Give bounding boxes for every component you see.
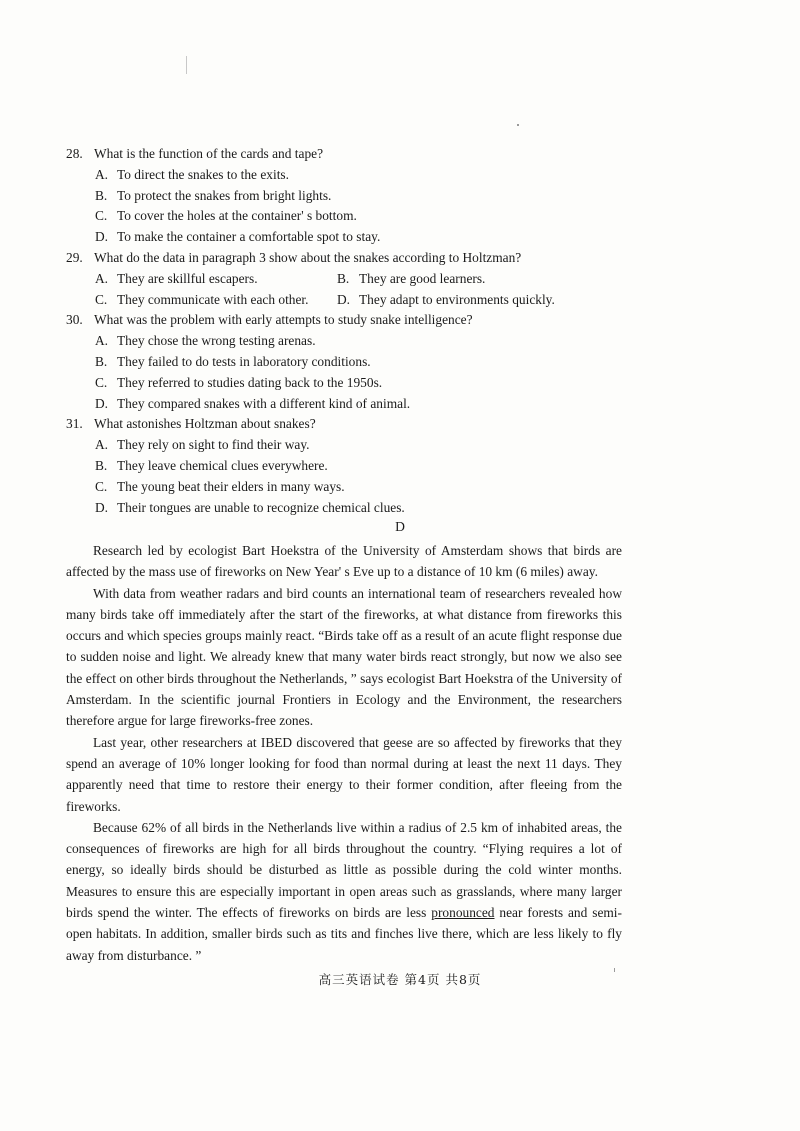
question-list xyxy=(66,144,646,518)
option-31b xyxy=(66,456,646,477)
option-letter: B. xyxy=(337,270,350,286)
option-letter: A. xyxy=(95,437,109,453)
question-number: 29. xyxy=(66,249,83,265)
option-letter: D. xyxy=(337,291,351,307)
option-30d xyxy=(66,394,646,415)
option-row-29cd xyxy=(66,290,646,311)
option-text: Their tongues are unable to recognize chemical clues. xyxy=(117,499,405,515)
option-28d xyxy=(66,227,646,248)
option-30a xyxy=(66,331,646,352)
option-28b xyxy=(66,186,646,207)
option-text: To direct the snakes to the exits. xyxy=(117,166,289,182)
question-28 xyxy=(66,144,646,165)
scan-mark-right xyxy=(517,124,519,126)
option-29c xyxy=(95,290,337,311)
option-row-29ab xyxy=(66,269,646,290)
option-letter: C. xyxy=(95,374,108,390)
option-text: They chose the wrong testing arenas. xyxy=(117,333,316,349)
question-number: 28. xyxy=(66,146,83,161)
option-letter: D. xyxy=(95,229,109,245)
passage-paragraph xyxy=(66,817,622,966)
question-30 xyxy=(66,310,646,331)
option-letter: C. xyxy=(95,208,108,224)
passage-paragraph: Last year, other researchers at IBED discovered that geese are so affected by fireworks that they spend an average of 10% longer looking for food than normal during at least the next 11 days. They apparently need that time to restore their energy to their former condition, after fleeing from the fireworks. xyxy=(66,734,622,814)
question-stem: What was the problem with early attempts to study snake intelligence? xyxy=(94,312,473,328)
option-text: They compared snakes with a different kind of animal. xyxy=(117,395,411,411)
option-30b xyxy=(66,352,646,373)
option-28a xyxy=(66,165,646,186)
option-letter: C. xyxy=(95,478,108,494)
option-letter: B. xyxy=(95,457,108,473)
paragraph-text: near forests and semi-open habitats. In addition, smaller birds such as tits and finches live there, which are less likely to fly away from disturbance. ” xyxy=(66,905,622,963)
option-28c xyxy=(66,206,646,227)
option-text: To protect the snakes from bright lights. xyxy=(117,187,332,203)
question-31 xyxy=(66,414,646,435)
option-text: They communicate with each other. xyxy=(117,291,309,307)
option-letter: C. xyxy=(95,291,108,307)
option-letter: A. xyxy=(95,270,109,286)
scan-mark-bottom xyxy=(614,968,615,972)
scan-mark-top xyxy=(186,56,187,74)
option-letter: D. xyxy=(95,499,109,515)
passage-paragraph: Research led by ecologist Bart Hoekstra of the University of Amsterdam shows that birds are affected by the mass use of fireworks on New Year' s Eve up to a distance of 10 km (6 miles) away. xyxy=(66,543,622,580)
question-29 xyxy=(66,248,646,269)
option-30c xyxy=(66,373,646,394)
option-text: They referred to studies dating back to the 1950s. xyxy=(117,374,383,390)
option-text: They rely on sight to find their way. xyxy=(117,437,310,453)
option-text: They adapt to environments quickly. xyxy=(359,291,555,307)
option-text: They leave chemical clues everywhere. xyxy=(117,457,328,473)
page-footer: 高三英语试卷 第4页 共8页 xyxy=(318,972,482,987)
section-heading: D xyxy=(395,519,405,534)
passage-paragraph: With data from weather radars and bird counts an international team of researchers revealed how many birds take off immediately after the start of the fireworks, at what distance from fireworks this occurs and which species groups mainly react. “Birds take off as a result of an acute flight response due to sudden noise and light. We already knew that many water birds react strongly, but now we also see the effect on other birds throughout the Netherlands, ” says ecologist Bart Hoekstra of the University of Amsterdam. In the scientific journal Frontiers in Ecology and the Environment, the researchers therefore argue for large fireworks-free zones. xyxy=(66,585,622,729)
option-text: The young beat their elders in many ways. xyxy=(117,478,345,494)
question-stem: What do the data in paragraph 3 show about the snakes according to Holtzman? xyxy=(94,249,522,265)
option-letter: A. xyxy=(95,166,109,182)
option-text: They are good learners. xyxy=(359,270,486,286)
option-29b xyxy=(337,269,485,290)
option-31a xyxy=(66,435,646,456)
question-number: 30. xyxy=(66,312,83,328)
question-number: 31. xyxy=(66,416,83,432)
reading-passage xyxy=(66,540,622,966)
option-text: To cover the holes at the container' s bottom. xyxy=(117,208,357,224)
paragraph-text: Because 62% of all birds in the Netherlands live within a radius of 2.5 km of inhabited areas, the consequences of fireworks are high for all birds throughout the country. “Flying requires a lot of energy, so ideally birds should be disturbed as little as possible during the cold winter months. Measures to ensure this are especially important in open areas such as grasslands, where many larger birds spend the winter. The effects of fireworks on birds are less xyxy=(66,819,622,921)
option-letter: B. xyxy=(95,353,108,369)
option-31c xyxy=(66,477,646,498)
question-stem: What is the function of the cards and tape? xyxy=(94,146,324,161)
option-text: They failed to do tests in laboratory conditions. xyxy=(117,353,371,369)
option-text: To make the container a comfortable spot to stay. xyxy=(117,229,381,245)
question-stem: What astonishes Holtzman about snakes? xyxy=(94,416,316,432)
option-29d xyxy=(337,290,555,311)
option-31d xyxy=(66,498,646,519)
option-letter: A. xyxy=(95,333,109,349)
option-text: They are skillful escapers. xyxy=(117,270,258,286)
option-letter: D. xyxy=(95,395,109,411)
option-letter: B. xyxy=(95,187,108,203)
option-29a xyxy=(95,269,337,290)
underlined-word: pronounced xyxy=(431,905,495,921)
